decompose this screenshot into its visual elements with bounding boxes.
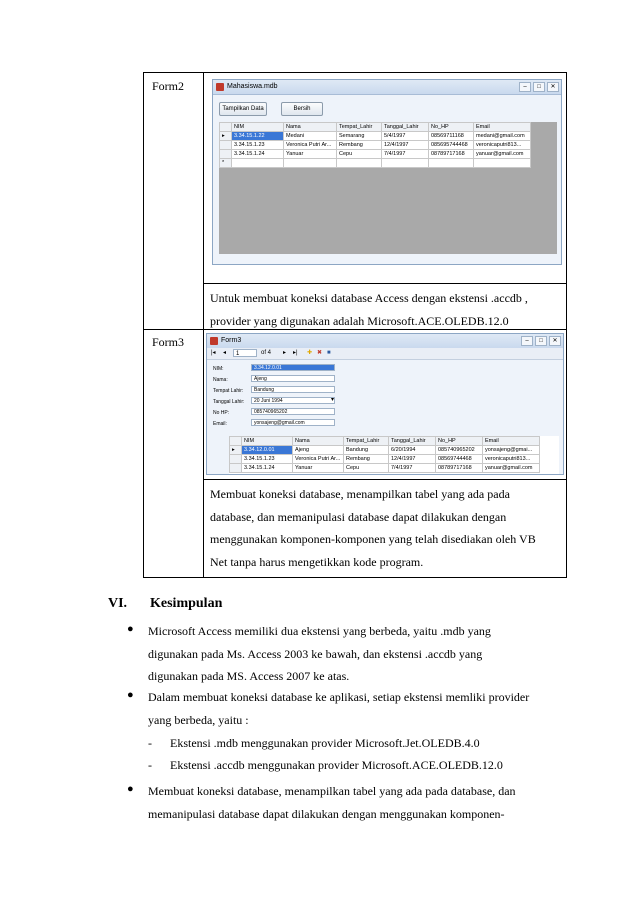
grid-cell[interactable]: 08569711168 (429, 132, 474, 141)
dash-marker: - (148, 758, 152, 772)
close-icon[interactable]: ✕ (547, 82, 559, 92)
bullet-paragraph-2 (148, 686, 560, 731)
grid-cell[interactable] (429, 159, 474, 168)
grid-cell[interactable]: Rembang (344, 455, 389, 464)
row-indicator: ▸ (220, 132, 232, 141)
tanggal-lahir-label: Tanggal Lahir: (213, 399, 245, 405)
move-first-icon[interactable]: |◂ (211, 350, 216, 356)
grid-cell[interactable]: 08789717168 (436, 464, 483, 473)
grid-cell[interactable]: Cepu (344, 464, 389, 473)
form3-window-title: Form3 (221, 337, 242, 344)
grid-cell[interactable]: 12/4/1997 (382, 141, 429, 150)
bullet-icon: ● (127, 783, 134, 795)
row-indicator (220, 141, 232, 150)
no-hp-label: No HP: (213, 410, 230, 416)
form2-screenshot (212, 79, 562, 265)
text-line: Untuk membuat koneksi database Access dengan ekstensi .accdb , (210, 291, 528, 305)
bersih-button[interactable]: Bersih (281, 102, 323, 116)
bullet-paragraph-1 (148, 620, 560, 688)
maximize-icon[interactable]: □ (533, 82, 545, 92)
row-indicator (220, 150, 232, 159)
grid-header[interactable]: NIM (232, 123, 284, 132)
form2-titlebar (213, 80, 561, 95)
row-indicator (230, 455, 242, 464)
grid-cell[interactable]: Medani (284, 132, 337, 141)
maximize-icon[interactable]: □ (535, 336, 547, 346)
tampilkan-data-button[interactable]: Tampilkan Data (219, 102, 267, 116)
table-row[interactable] (230, 455, 540, 464)
save-icon[interactable]: ■ (327, 350, 331, 356)
text-line: digunakan pada MS. Access 2007 ke atas. (148, 669, 350, 683)
grid-cell[interactable]: Ajeng (293, 446, 344, 455)
move-next-icon[interactable]: ▸ (283, 350, 287, 356)
grid-header[interactable]: Tanggal_Lahir (382, 123, 429, 132)
form2-description (210, 287, 562, 332)
form2-datagrid[interactable] (219, 122, 557, 254)
close-icon[interactable]: ✕ (549, 336, 561, 346)
text-line: Membuat koneksi database, menampilkan tabel yang ada pada (210, 487, 510, 501)
sub-item-mdb: Ekstensi .mdb menggunakan provider Microsoft.Jet.OLEDB.4.0 (170, 736, 480, 750)
grid-cell[interactable]: yonsajeng@gmai... (483, 446, 540, 455)
grid-cell[interactable]: 3.34.15.1.24 (232, 150, 284, 159)
row-divider (203, 479, 566, 480)
table-row[interactable] (220, 150, 531, 159)
grid-header[interactable]: NIM (242, 437, 293, 446)
bullet-icon: ● (127, 689, 134, 701)
grid-header[interactable]: Tempat_Lahir (337, 123, 382, 132)
grid-cell[interactable]: veronicaputri813... (483, 455, 540, 464)
grid-cell[interactable]: Veronica Putri Ar... (293, 455, 344, 464)
grid-cell[interactable]: 08569744468 (436, 455, 483, 464)
text-line: Membuat koneksi database, menampilkan tabel yang ada pada database, dan (148, 784, 516, 798)
grid-cell[interactable]: veronicaputri813... (474, 141, 531, 150)
grid-header[interactable]: Email (474, 123, 531, 132)
count-label: of 4 (261, 350, 272, 356)
grid-cell[interactable]: 5/4/1997 (382, 132, 429, 141)
grid-cell[interactable] (474, 159, 531, 168)
email-field[interactable]: yonsajeng@gmail.com (251, 419, 335, 426)
grid-cell[interactable] (337, 159, 382, 168)
move-previous-icon[interactable]: ◂ (223, 350, 227, 356)
table-row[interactable] (230, 464, 540, 473)
minimize-icon[interactable]: – (519, 82, 531, 92)
row-indicator: * (220, 159, 232, 168)
grid-cell[interactable] (382, 159, 429, 168)
table-row[interactable] (230, 446, 540, 455)
grid-cell[interactable]: 6/20/1994 (389, 446, 436, 455)
app-icon (216, 83, 224, 91)
text-line: Net tanpa harus mengetikkan kode program. (210, 554, 424, 569)
grid-header[interactable]: Nama (284, 123, 337, 132)
form2-label: Form2 (152, 79, 185, 93)
grid-cell[interactable]: 08789717168 (429, 150, 474, 159)
delete-icon[interactable]: ✖ (317, 350, 323, 356)
form3-grid-table (229, 436, 540, 473)
form3-datagrid[interactable] (229, 436, 559, 475)
calendar-dropdown-icon[interactable]: ▾ (331, 397, 335, 403)
grid-cell[interactable]: yanuar@gmail.com (474, 150, 531, 159)
tempat-lahir-field[interactable]: Bandung (251, 386, 335, 393)
table-row-new[interactable] (220, 159, 531, 168)
form3-description (210, 483, 562, 573)
text-line: Dalam membuat koneksi database ke aplikasi, setiap ekstensi memliki provider (148, 690, 530, 704)
minimize-icon[interactable]: – (521, 336, 533, 346)
text-line: digunakan pada Ms. Access 2003 ke bawah, dan ekstensi .accdb yang (148, 646, 483, 661)
grid-header[interactable]: Email (483, 437, 540, 446)
sub-item-accdb: Ekstensi .accdb menggunakan provider Microsoft.ACE.OLEDB.12.0 (170, 758, 503, 772)
grid-cell[interactable]: Yanuar (284, 150, 337, 159)
grid-header[interactable]: Tempat_Lahir (344, 437, 389, 446)
section-number: VI. (108, 596, 128, 611)
grid-cell[interactable]: Veronica Putri Ar... (284, 141, 337, 150)
form3-titlebar (207, 334, 563, 349)
form2-window-title: Mahasiswa.mdb (227, 83, 278, 90)
grid-corner (220, 123, 232, 132)
text-line: provider yang digunakan adalah Microsoft.ACE.OLEDB.12.0 (210, 313, 509, 328)
text-line: database, dan memanipulasi database dapat dilakukan dengan (210, 509, 507, 524)
grid-cell[interactable]: 3.34.15.1.23 (232, 141, 284, 150)
add-new-icon[interactable]: ✚ (307, 350, 313, 356)
form2-grid-table (219, 122, 531, 168)
nama-field[interactable]: Ajeng (251, 375, 335, 382)
grid-cell[interactable]: Bandung (344, 446, 389, 455)
bullet-paragraph-3 (148, 780, 560, 825)
grid-cell[interactable]: 12/4/1997 (389, 455, 436, 464)
tanggal-lahir-picker[interactable]: 20 Juni 1994 (251, 397, 335, 404)
column-divider (203, 73, 204, 577)
grid-cell[interactable]: 7/4/1997 (389, 464, 436, 473)
app-icon (210, 337, 218, 345)
text-line: memanipulasi database dapat dilakukan dengan menggunakan komponen- (148, 806, 505, 821)
table-row[interactable] (220, 132, 531, 141)
nim-field[interactable]: 3.34.12.0.01 (251, 364, 335, 371)
dash-marker: - (148, 736, 152, 750)
grid-header[interactable]: Nama (293, 437, 344, 446)
grid-cell[interactable]: yanuar@gmail.com (483, 464, 540, 473)
grid-cell[interactable]: 7/4/1997 (382, 150, 429, 159)
table-row[interactable] (220, 141, 531, 150)
text-line: yang berbeda, yaitu : (148, 712, 249, 727)
form3-label: Form3 (152, 335, 185, 349)
move-last-icon[interactable]: ▸| (293, 350, 298, 356)
binding-navigator (207, 348, 563, 360)
position-field[interactable]: 1 (233, 349, 257, 357)
grid-cell[interactable]: 3.34.15.1.23 (242, 455, 293, 464)
row-indicator: ▸ (230, 446, 242, 455)
row-divider (203, 283, 566, 284)
report-table (143, 72, 567, 578)
grid-corner (230, 437, 242, 446)
form3-screenshot (206, 333, 564, 475)
nama-label: Nama: (213, 377, 228, 383)
text-line: Microsoft Access memiliki dua ekstensi yang berbeda, yaitu .mdb yang (148, 624, 491, 638)
section-title: Kesimpulan (150, 596, 223, 611)
grid-cell[interactable]: 3.34.15.1.22 (232, 132, 284, 141)
grid-cell[interactable] (284, 159, 337, 168)
grid-cell[interactable]: 3.34.15.1.24 (242, 464, 293, 473)
grid-cell[interactable]: 085695744468 (429, 141, 474, 150)
grid-cell[interactable]: 3.34.12.0.01 (242, 446, 293, 455)
no-hp-field[interactable]: 085740965202 (251, 408, 335, 415)
grid-cell[interactable]: Yanuar (293, 464, 344, 473)
nim-label: NIM: (213, 366, 224, 372)
row-indicator (230, 464, 242, 473)
email-label: Email: (213, 421, 227, 427)
grid-header[interactable]: No_HP (436, 437, 483, 446)
grid-cell[interactable] (232, 159, 284, 168)
grid-cell[interactable]: Cepu (337, 150, 382, 159)
grid-cell[interactable]: 085740965202 (436, 446, 483, 455)
grid-cell[interactable]: Rembang (337, 141, 382, 150)
grid-header[interactable]: No_HP (429, 123, 474, 132)
grid-header[interactable]: Tanggal_Lahir (389, 437, 436, 446)
grid-cell[interactable]: Semarang (337, 132, 382, 141)
bullet-icon: ● (127, 623, 134, 635)
tempat-lahir-label: Tempat Lahir: (213, 388, 244, 394)
grid-cell[interactable]: medani@gmail.com (474, 132, 531, 141)
text-line: menggunakan komponen-komponen yang telah disediakan oleh VB (210, 532, 536, 546)
